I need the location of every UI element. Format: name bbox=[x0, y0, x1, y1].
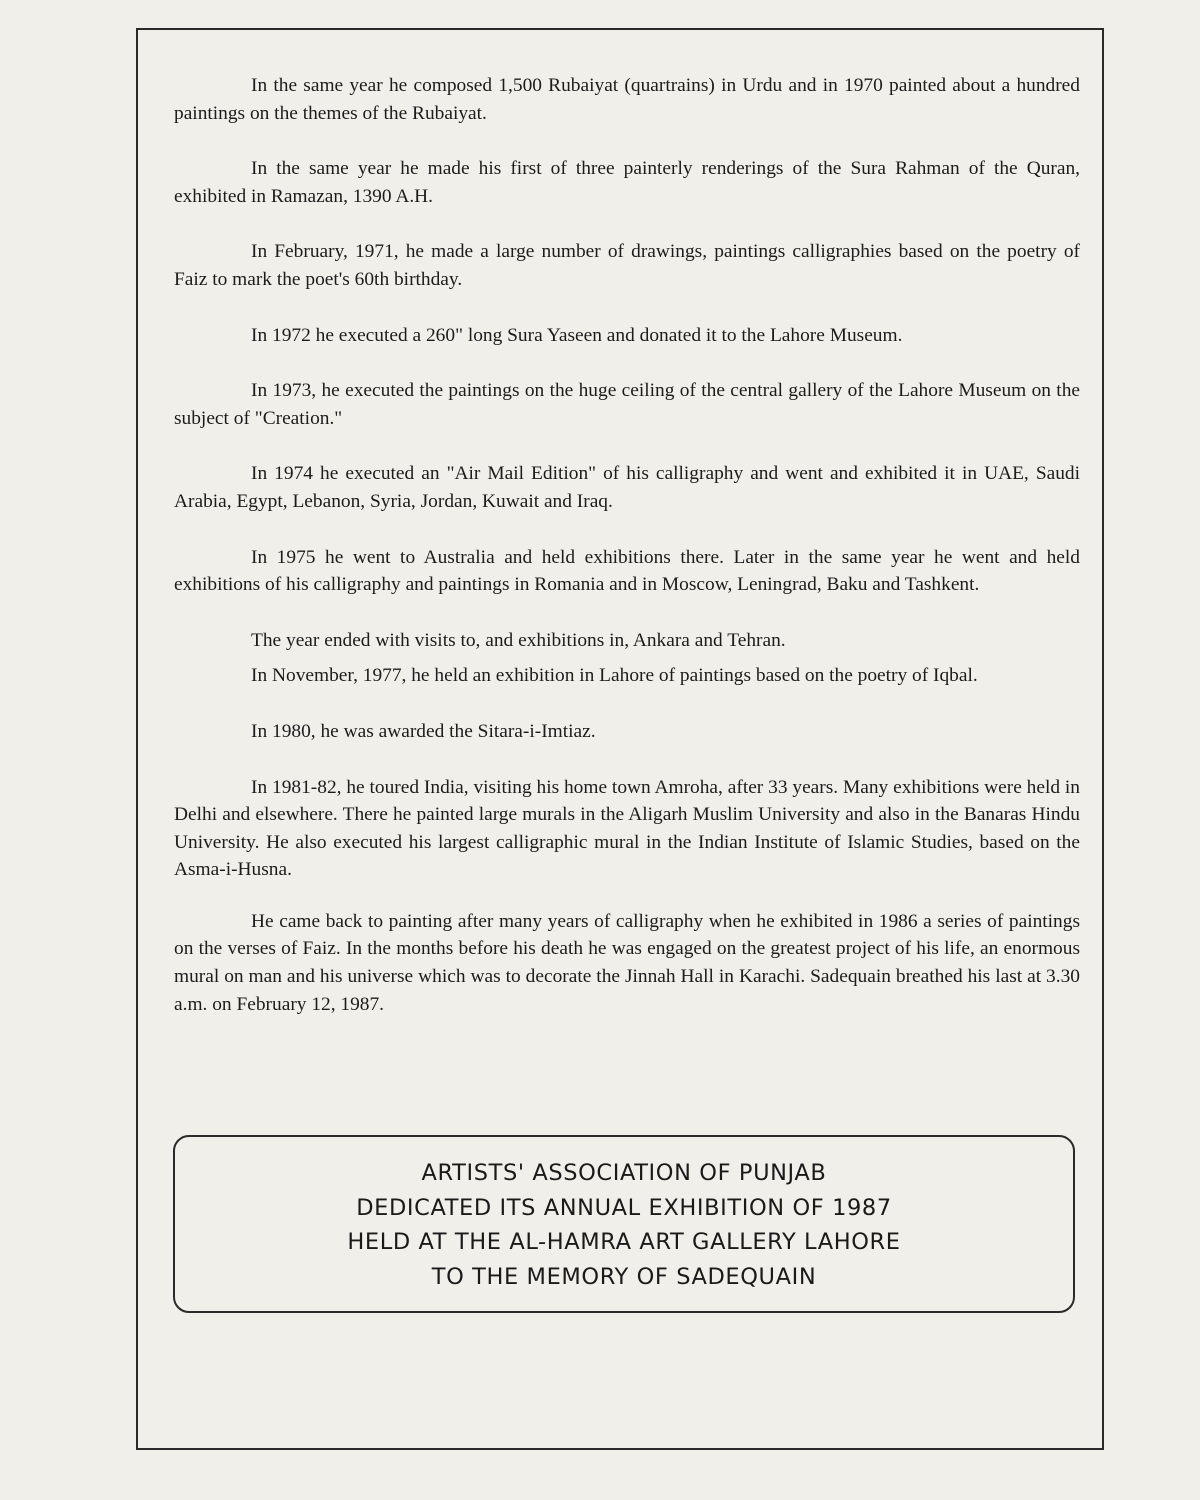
paragraph-sura-rahman: In the same year he made his first of three painterly renderings of the Sura Rahman of the Quran, exhibited in Ramazan, 1390 A.H. bbox=[174, 158, 1080, 207]
dedication-line: ARTISTS' ASSOCIATION OF PUNJAB bbox=[421, 1160, 827, 1186]
dedication-line: HELD AT THE AL-HAMRA ART GALLERY LAHORE bbox=[347, 1229, 901, 1255]
paragraph-iqbal-exhibition: In November, 1977, he held an exhibition in Lahore of paintings based on the poetry of Iqbal. bbox=[251, 665, 978, 687]
biography-text bbox=[174, 72, 1080, 1018]
dedication-line: DEDICATED ITS ANNUAL EXHIBITION OF 1987 bbox=[356, 1194, 892, 1221]
paragraph-lahore-museum-ceiling: In 1973, he executed the paintings on the huge ceiling of the central gallery of the Lahore Museum on the subject of "Creation." bbox=[174, 380, 1080, 429]
paragraph-faiz-birthday: In February, 1971, he made a large number of drawings, paintings calligraphies based on the poetry of Faiz to mark the poet's 60th birthday. bbox=[174, 241, 1080, 290]
paragraph-final-years: He came back to painting after many years of calligraphy when he exhibited in 1986 a series of paintings on the verses of Faiz. In the months before his death he was engaged on the greatest project of his life, an enormous mural on man and his universe which was to decorate the Jinnah Hall in Karachi. Sadequain breathed his last at 3.30 a.m. on February 12, 1987. bbox=[174, 910, 1080, 1015]
paragraph-ankara-tehran: The year ended with visits to, and exhibitions in, Ankara and Tehran. bbox=[251, 629, 786, 651]
paragraph-india-tour: In 1981-82, he toured India, visiting his home town Amroha, after 33 years. Many exhibitions were held in Delhi and elsewhere. There he painted large murals in the Aligarh Muslim University and also in the Banaras Hindu University. He also executed his largest calligraphic mural in the Indian Institute of Islamic Studies, based on the Asma-i-Husna. bbox=[174, 776, 1080, 881]
dedication-box bbox=[173, 1135, 1075, 1313]
paragraph-rubaiyat: In the same year he composed 1,500 Rubaiyat (quartrains) in Urdu and in 1970 painted about a hundred paintings on the themes of the Rubaiyat. bbox=[174, 75, 1080, 124]
paragraph-australia-tour: In 1975 he went to Australia and held exhibitions there. Later in the same year he went and held exhibitions of his calligraphy and paintings in Romania and in Moscow, Leningrad, Baku and Tashkent. bbox=[174, 546, 1080, 596]
dedication-line: TO THE MEMORY OF SADEQUAIN bbox=[431, 1263, 817, 1290]
paragraph-air-mail-edition: In 1974 he executed an "Air Mail Edition" of his calligraphy and went and exhibited it in UAE, Saudi Arabia, Egypt, Lebanon, Syria, Jordan, Kuwait and Iraq. bbox=[174, 463, 1080, 512]
paragraph-sitara-i-imtiaz: In 1980, he was awarded the Sitara-i-Imtiaz. bbox=[251, 720, 596, 742]
paragraph-sura-yaseen: In 1972 he executed a 260" long Sura Yaseen and donated it to the Lahore Museum. bbox=[251, 324, 903, 346]
